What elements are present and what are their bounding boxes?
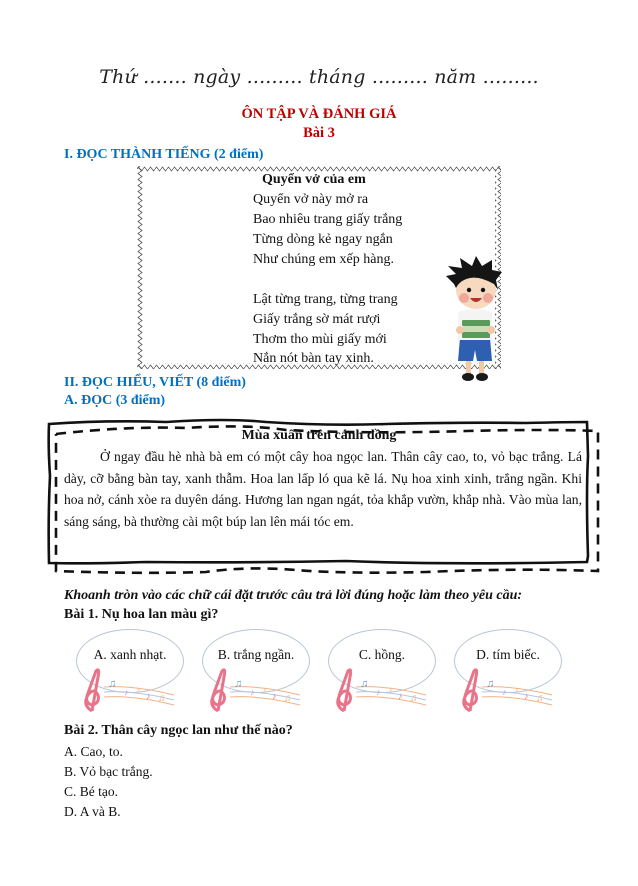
music-notes-icon [452, 665, 564, 715]
poem-line: Nắn nót bàn tay xinh. [253, 351, 374, 366]
svg-text:♫: ♫ [158, 693, 166, 704]
poem-line: Từng dòng kẻ ngay ngắn [253, 232, 393, 247]
option-a-bubble[interactable] [74, 627, 186, 715]
question-1-heading: Bài 1. Nụ hoa lan màu gì? [64, 607, 219, 622]
svg-text:♪: ♪ [262, 685, 267, 695]
date-line: Thứ ....... ngày ......... tháng ......... năm ......... [99, 66, 539, 88]
music-notes-icon [74, 665, 186, 715]
music-notes-icon [326, 665, 438, 715]
svg-text:♫: ♫ [108, 678, 117, 690]
section-heading-reading-writing: II. ĐỌC HIỂU, VIẾT (8 điểm) [64, 375, 246, 390]
option-d-bubble[interactable] [452, 627, 564, 715]
poem-title: Quyển vở của em [262, 172, 366, 187]
answer-option-b[interactable]: B. Vỏ bạc trắng. [64, 764, 153, 779]
svg-text:♪: ♪ [376, 687, 381, 697]
svg-text:♫: ♫ [234, 678, 243, 690]
svg-text:♫: ♫ [536, 693, 544, 704]
svg-text:♪: ♪ [502, 687, 507, 697]
svg-text:♪: ♪ [514, 685, 519, 695]
poem-line: Thơm tho mùi giấy mới [253, 332, 387, 347]
instruction-text: Khoanh tròn vào các chữ cái đặt trước câu trả lời đúng hoặc làm theo yêu cầu: [64, 588, 523, 603]
svg-text:♫: ♫ [360, 678, 369, 690]
svg-text:♪: ♪ [136, 685, 141, 695]
svg-text:♪: ♪ [146, 691, 151, 701]
answer-option-c[interactable]: C. Bé tạo. [64, 784, 118, 799]
option-c-bubble[interactable] [326, 627, 438, 715]
story-paragraph: Ở ngay đầu hè nhà bà em có một cây hoa ngọc lan. Thân cây cao, to, vỏ bạc trắng. Lá dày, cỡ bằng bàn tay, xanh thẫm. Hoa lan lấp ló qua kẽ lá. Nụ hoa xinh xinh, trắng ngần. Khi hoa nở, cánh xòe ra duyên dáng. Hương lan ngan ngát, tỏa khắp vườn, khắp nhà. Vào mùa lan, sáng sáng, bà thường cài một búp lan lên mái tóc em. [64, 449, 582, 529]
svg-text:♪: ♪ [388, 685, 393, 695]
answer-option-a[interactable]: A. Cao, to. [64, 744, 123, 759]
option-label: D. tím biếc. [476, 647, 540, 662]
story-title: Mùa xuân trên cánh đồng [241, 428, 397, 443]
music-notes-icon [200, 665, 312, 715]
boy-holding-books-icon [440, 246, 510, 386]
section-heading-reading-aloud: I. ĐỌC THÀNH TIẾNG (2 điểm) [64, 147, 264, 162]
poem-line: Quyển vở này mở ra [253, 192, 369, 207]
poem-line: Lật từng trang, từng trang [253, 292, 398, 307]
worksheet-title: ÔN TẬP VÀ ĐÁNH GIÁ [241, 106, 397, 122]
svg-text:♪: ♪ [524, 691, 529, 701]
svg-text:♪: ♪ [250, 687, 255, 697]
svg-text:♪: ♪ [124, 687, 129, 697]
question-2-heading: Bài 2. Thân cây ngọc lan như thế nào? [64, 723, 293, 738]
svg-text:♪: ♪ [398, 691, 403, 701]
option-label: B. trắng ngần. [217, 647, 295, 662]
answer-option-d[interactable]: D. A và B. [64, 804, 121, 819]
svg-text:♫: ♫ [486, 678, 495, 690]
svg-text:♫: ♫ [284, 693, 292, 704]
lesson-number: Bài 3 [303, 125, 335, 141]
poem-line: Như chúng em xếp hàng. [253, 252, 394, 267]
subsection-heading-reading: A. ĐỌC (3 điểm) [64, 393, 166, 408]
option-b-bubble[interactable] [200, 627, 312, 715]
poem-line: Giấy trắng sờ mát rượi [253, 312, 381, 327]
option-label: A. xanh nhạt. [93, 647, 167, 662]
option-label: C. hồng. [358, 647, 406, 662]
svg-text:♫: ♫ [410, 693, 418, 704]
poem-line: Bao nhiêu trang giấy trắng [253, 212, 403, 227]
svg-text:♪: ♪ [272, 691, 277, 701]
